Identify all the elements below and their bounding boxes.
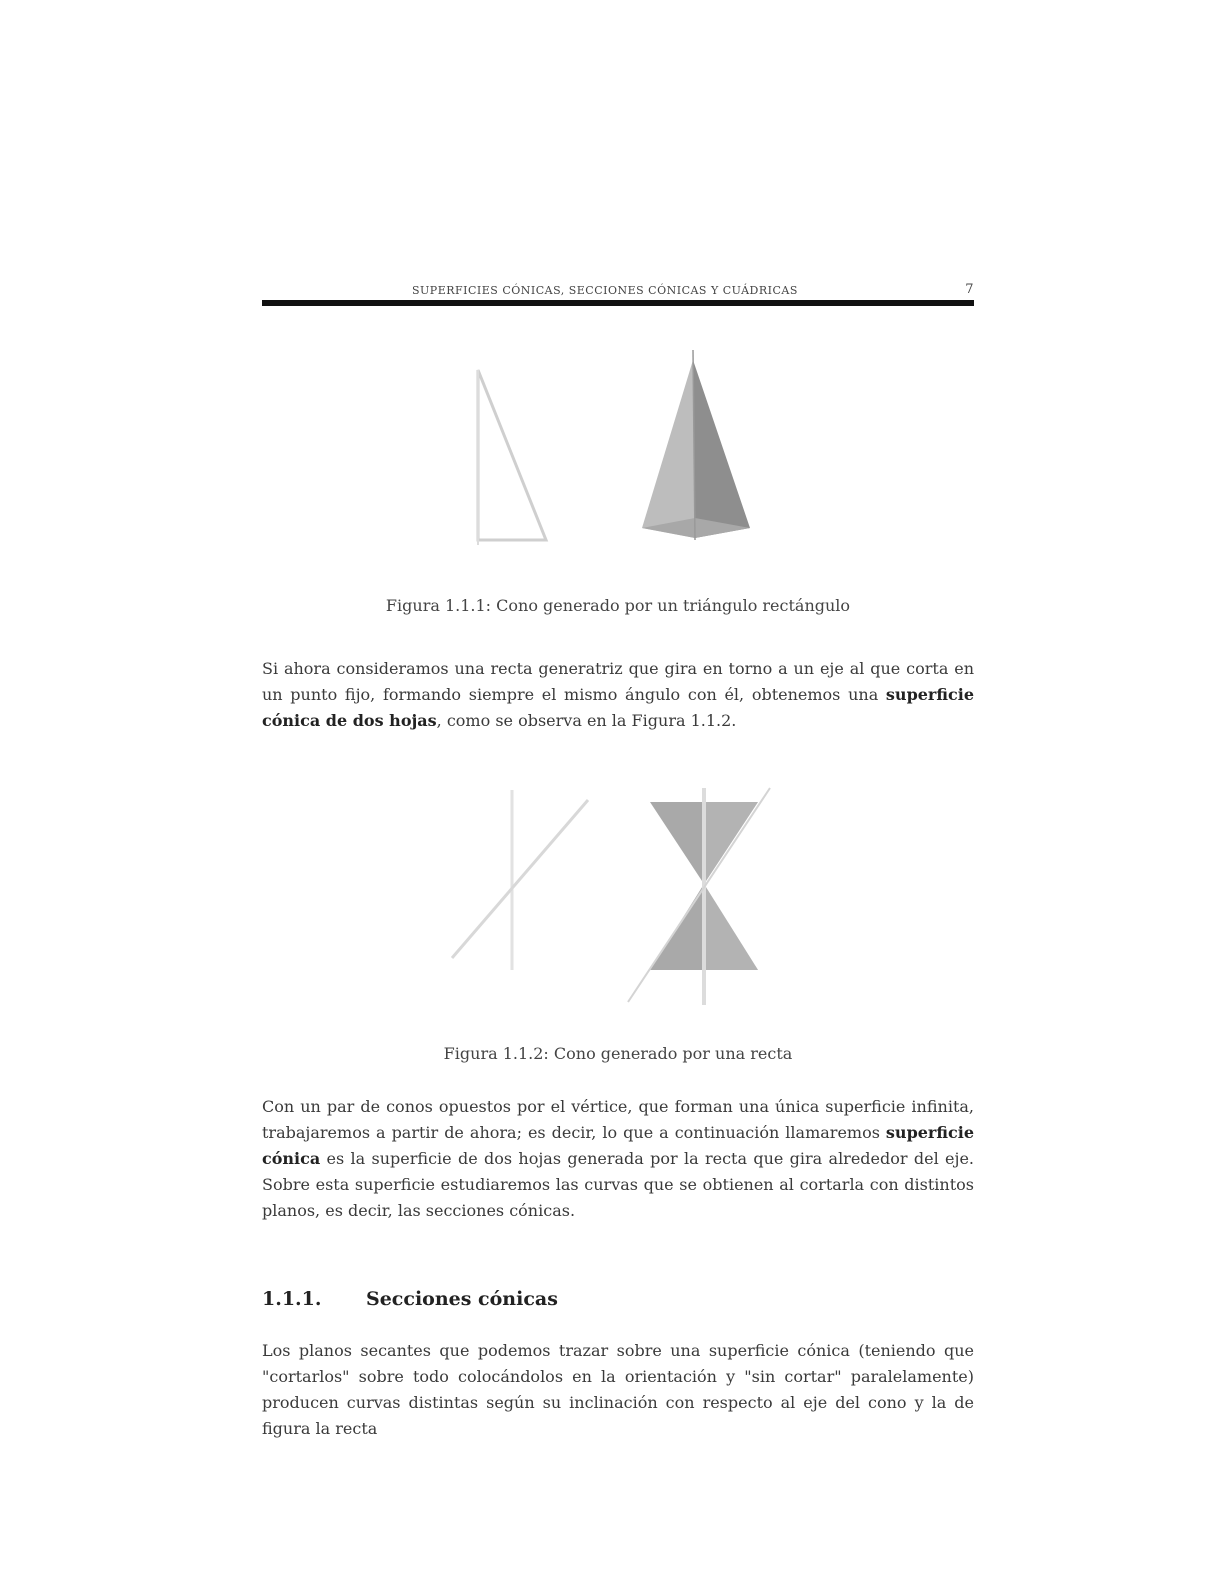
section-number: 1.1.1. <box>262 1288 322 1310</box>
paragraph-2-text-b: es la superficie de dos hojas generada por la recta que gira alrededor del eje. Sobre esta superficie estudiaremos las curvas que se obtienen al cortarla con distintos planos, es decir, las secciones cónicas. <box>262 1149 974 1220</box>
paragraph-1-text-a: Si ahora consideramos una recta generatriz que gira en torno a un eje al que corta en un punto fijo, formando siempre el mismo ángulo con él, obtenemos una <box>262 659 974 704</box>
section-heading <box>262 1288 974 1310</box>
double-cone-drawing <box>628 788 770 1005</box>
header-rule <box>262 300 974 306</box>
right-triangle-drawing <box>478 370 546 545</box>
paragraph-1-bold: superficie cónica de dos hojas <box>262 685 974 730</box>
section-title: Secciones cónicas <box>366 1288 558 1310</box>
figure-1-caption: Figura 1.1.1: Cono generado por un triángulo rectángulo <box>385 596 851 615</box>
paragraph-2-bold: superficie cónica <box>262 1123 974 1168</box>
page-number: 7 <box>965 282 974 297</box>
paragraph-2-text-a: Con un par de conos opuestos por el vértice, que forman una única superficie infinita, trabajaremos a partir de ahora; es decir, lo que a continuación llamaremos <box>262 1097 974 1142</box>
paragraph-3: Los planos secantes que podemos trazar sobre una superficie cónica (teniendo que "cortarlos" sobre todo colocándolos en la orientación y "sin cortar" paralelamente) producen curvas distintas según su inclinación con respecto al eje del cono y la de figura la recta <box>262 1341 974 1438</box>
cone-drawing <box>642 350 750 540</box>
paragraph-1-text-b: , como se observa en la Figura 1.1.2. <box>436 711 737 730</box>
paragraph-2 <box>262 1094 974 1224</box>
figure-right-triangle-cone <box>440 340 800 560</box>
figure-line-generated-cone <box>440 780 800 1010</box>
running-header <box>262 282 974 302</box>
paragraph-1 <box>262 656 974 734</box>
figure-2-caption: Figura 1.1.2: Cono generado por una recta <box>443 1044 793 1063</box>
running-title: SUPERFICIES CÓNICAS, SECCIONES CÓNICAS Y CUÁDRICAS <box>412 284 798 297</box>
generating-line-drawing <box>452 790 588 970</box>
